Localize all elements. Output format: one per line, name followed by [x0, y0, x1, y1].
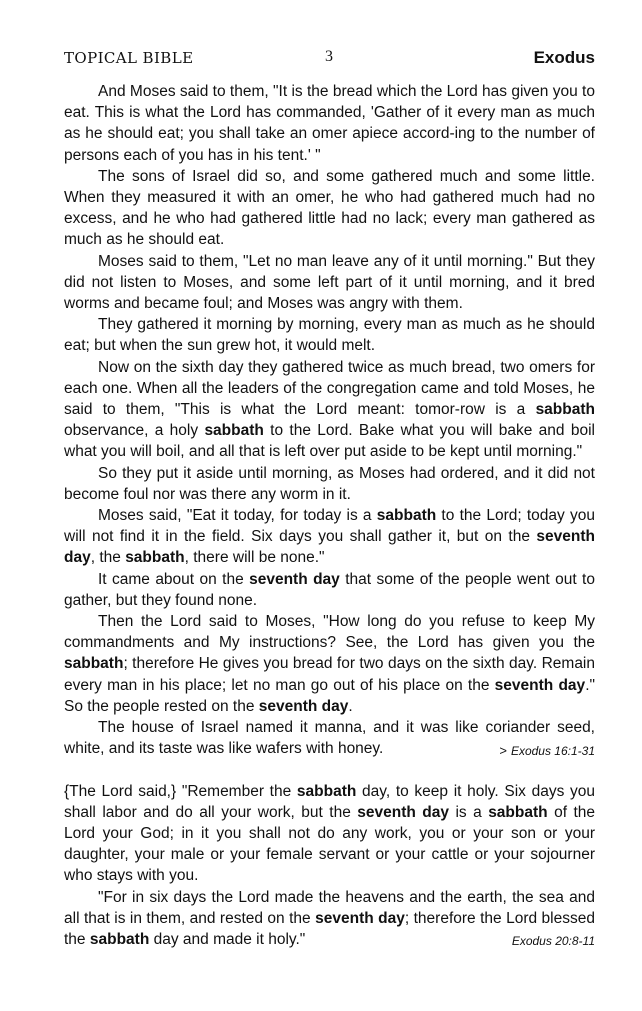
paragraph: "For in six days the Lord made the heavens and the earth, the sea and all that is in them, and rested on the seventh day; therefore the Lord blessed the sabbath day and made it holy." Exodus 20:8-11 [64, 887, 595, 951]
bold-term: seventh day [494, 676, 586, 694]
paragraph: Moses said to them, "Let no man leave any of it until morning." But they did not listen to Moses, and some left part of it until morning, and it bred worms and became foul; and Moses was angry with them. [64, 252, 595, 313]
bold-term: sabbath [125, 549, 185, 567]
paragraph: Moses said, "Eat it today, for today is a sabbath to the Lord; today you will not find it in the field. Six days you shall gather it, but on the seventh day, the sabbath, there will be none." [64, 507, 595, 567]
paragraph: Then the Lord said to Moses, "How long do you refuse to keep My commandments and My instructions? See, the Lord has given you the sabbath; therefore He gives you bread for two days on the sixth day. Remain every man in his place; let no man go out of his place on the seventh day." So the people rested on the seventh day. [64, 613, 595, 715]
paragraph: {The Lord said,} "Remember the sabbath day, to keep it holy. Six days you shall labor and do all your work, but the seventh day is a sabbath of the Lord your God; in it you shall not do any work, you or your son or your daughter, your male or your female servant or your cattle or your sojourner who stays with you. [64, 782, 595, 885]
paragraph: The sons of Israel did so, and some gathered much and some little. When they measured it with an omer, he who had gathered much had no excess, and he who had gathered little had no lack; every man gathered as much as he should eat. [64, 167, 595, 249]
bold-term: sabbath [376, 507, 437, 525]
page-number: 3 [325, 48, 333, 65]
bold-term: seventh day [249, 570, 340, 588]
paragraph: So they put it aside until morning, as Moses had ordered, and it did not become foul nor was there any worm in it. [64, 464, 595, 503]
paragraph: They gathered it morning by morning, every man as much as he should eat; but when the sun grew hot, it would melt. [64, 316, 595, 355]
bold-term: sabbath [488, 803, 548, 821]
bold-term: sabbath [64, 655, 124, 673]
paragraph: It came about on the seventh day that some of the people went out to gather, but they found none. [64, 570, 595, 609]
bold-term: sabbath [89, 930, 150, 948]
bold-term: seventh day [64, 528, 595, 567]
bold-term: seventh day [357, 803, 450, 821]
arrow-icon: > [499, 743, 507, 759]
book-name: Exodus [533, 48, 595, 67]
scripture-reference: Exodus 20:8-11 [511, 933, 595, 948]
bold-term: sabbath [535, 401, 595, 419]
bold-term: seventh day [258, 697, 349, 715]
scripture-reference: > Exodus 16:1-31 [499, 743, 595, 759]
page-header [64, 48, 595, 70]
paragraph: Now on the sixth day they gathered twice as much bread, two omers for each one. When all the leaders of the congregation came and told Moses, he said to them, "This is what the Lord meant: tomor-row is a sabbath observance, a holy sabbath to the Lord. Bake what you will bake and boil what you will boil, and all that is left over put aside to be kept until morning." [64, 358, 595, 461]
paragraph: And Moses said to them, "It is the bread which the Lord has given you to eat. This is what the Lord has commanded, 'Gather of it every man as much as he should eat; you shall take an omer apiece accord-ing to the number of persons each of you has in his tent.' " [64, 83, 595, 164]
bold-term: seventh day [315, 909, 405, 927]
bold-term: sabbath [296, 782, 357, 800]
paragraph: The house of Israel named it manna, and it was like coriander seed, white, and its taste was like wafers with honey. > Exodus 16:1-31 [64, 717, 595, 759]
bold-term: sabbath [204, 422, 264, 440]
page-body [64, 81, 595, 952]
running-title: TOPICAL BIBLE [64, 49, 194, 67]
